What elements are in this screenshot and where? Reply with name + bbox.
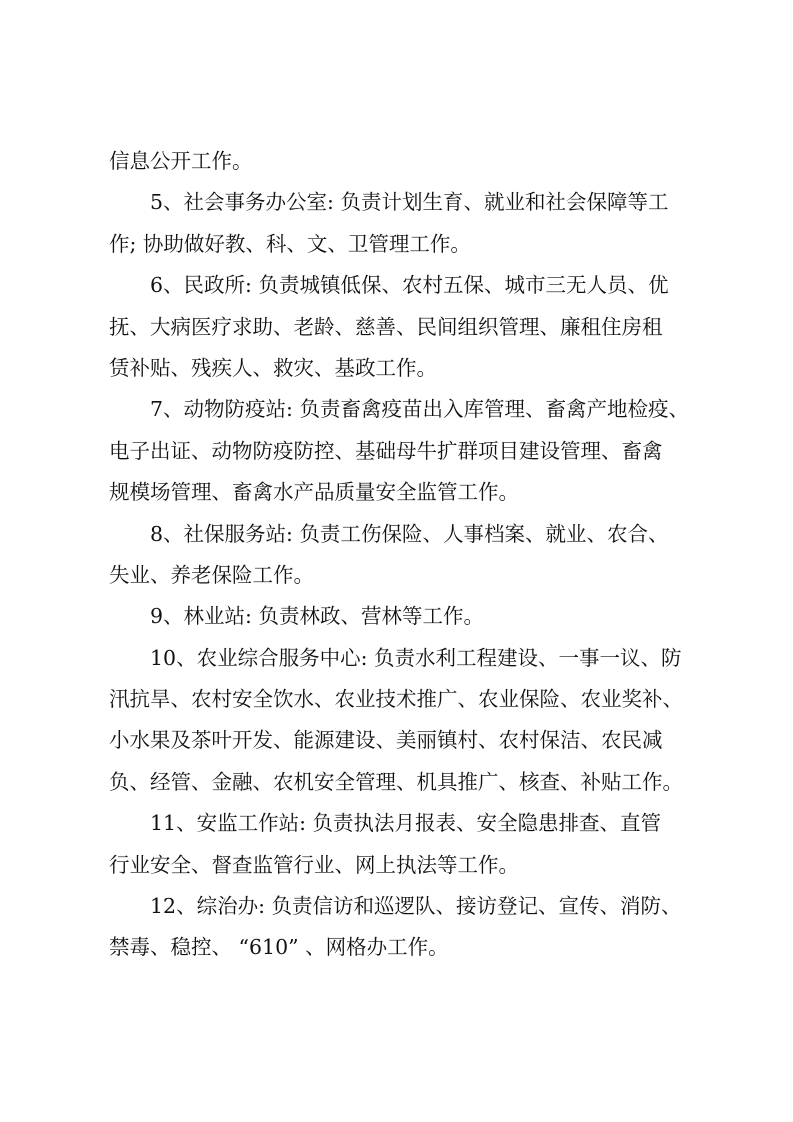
- text-line: 作; 协助做好教、科、文、卫管理工作。: [109, 231, 471, 256]
- text-line: 信息公开工作。: [109, 149, 253, 173]
- paragraph-start-line: 9、林业站: 负责林政、营林等工作。: [150, 604, 484, 629]
- text-line: 赁补贴、残疾人、救灾、基政工作。: [109, 355, 437, 380]
- text-line: 禁毒、稳控、 “610” 、网格办工作。: [109, 935, 449, 960]
- paragraph-start-line: 6、民政所: 负责城镇低保、农村五保、城市三无人员、优: [150, 273, 669, 298]
- text-line: 负、经管、金融、农机安全管理、机具推广、核查、补贴工作。: [109, 769, 683, 794]
- paragraph-start-line: 11、安监工作站: 负责执法月报表、安全隐患排查、直管: [150, 811, 662, 836]
- document-body: [109, 141, 689, 969]
- text-line: 电子出证、动物防疫防控、基础母牛扩群项目建设管理、畜禽: [109, 438, 663, 463]
- text-line: 规模场管理、畜禽水产品质量安全监管工作。: [109, 480, 519, 505]
- paragraph-start-line: 7、动物防疫站: 负责畜禽疫苗出入库管理、畜禽产地检疫、: [150, 397, 689, 422]
- text-line: 抚、大病医疗求助、老龄、慈善、民间组织管理、廉租住房租: [109, 314, 663, 339]
- text-line: 小水果及茶叶开发、能源建设、美丽镇村、农村保洁、农民减: [109, 728, 663, 753]
- paragraph-start-line: 12、综治办: 负责信访和巡逻队、接访登记、宣传、消防、: [150, 894, 682, 919]
- paragraph-start-line: 5、社会事务办公室: 负责计划生育、就业和社会保障等工: [150, 190, 669, 215]
- text-line: 行业安全、督查监管行业、网上执法等工作。: [109, 852, 519, 877]
- paragraph-start-line: 8、社保服务站: 负责工伤保险、人事档案、就业、农合、: [150, 521, 669, 546]
- text-line: 汛抗旱、农村安全饮水、农业技术推广、农业保险、农业奖补、: [109, 687, 683, 712]
- text-line: 失业、养老保险工作。: [109, 562, 314, 587]
- paragraph-start-line: 10、农业综合服务中心: 负责水利工程建设、一事一议、防: [150, 645, 682, 670]
